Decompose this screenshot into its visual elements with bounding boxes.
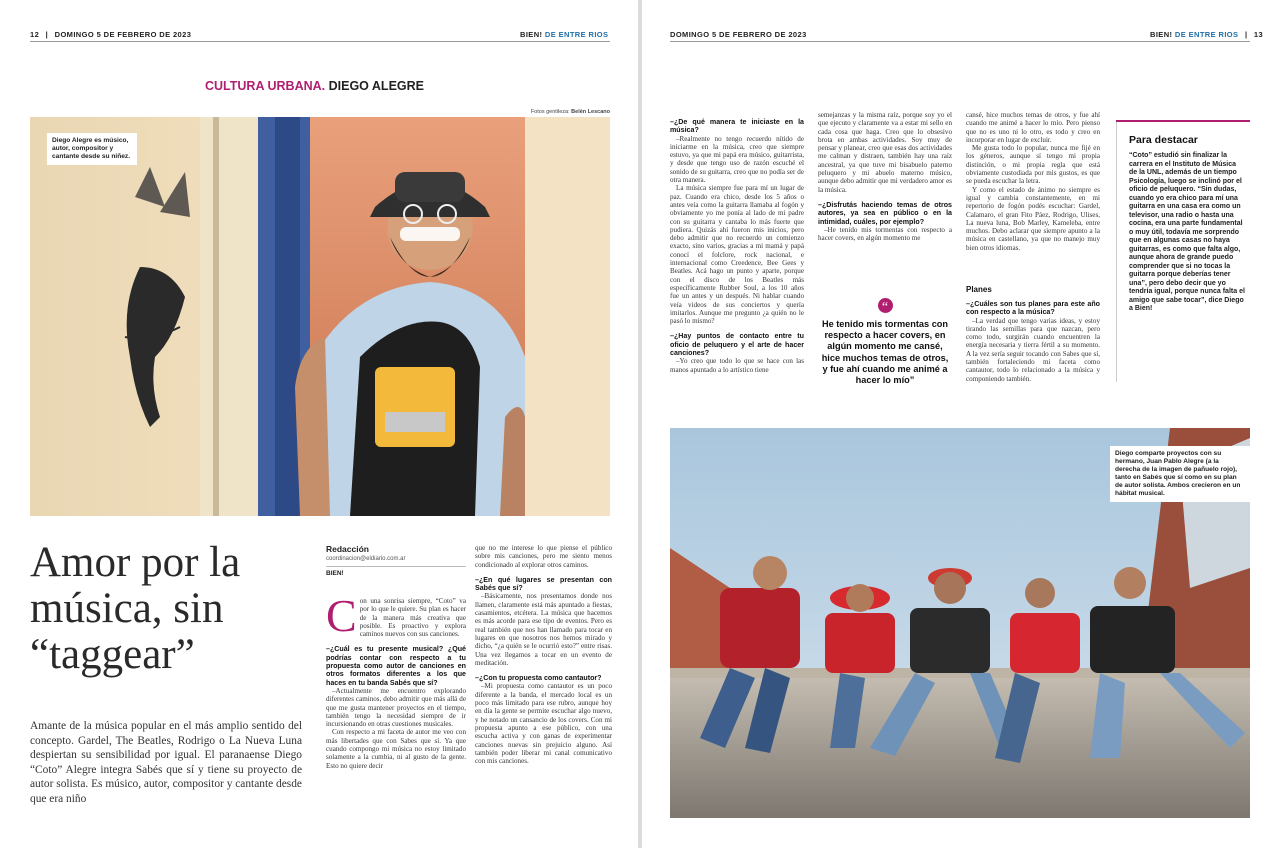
paragraph: –He tenido mis tormentas con respecto a hacer covers, en algún momento me (818, 225, 952, 243)
right-folio-date: DOMINGO 5 DE FEBRERO DE 2023 (670, 30, 807, 39)
drop-cap: C (326, 597, 357, 641)
highlight-box (1116, 120, 1250, 382)
right-page-number: 13 (1253, 30, 1264, 39)
right-folio: BIEN! DE ENTRE RIOS | 13 (1150, 30, 1264, 39)
band-caption: Diego comparte proyectos con su hermano, Juan Pablo Alegre (a la derecha de la imagen de pañuelo rojo), tanto en Sabés que sí como en su plan de autor solista. Ambos crecieron en un hábitat musical. (1110, 446, 1250, 502)
subhead-planes: Planes (966, 285, 992, 294)
paragraph: on una sonrisa siempre, “Coto” va por lo que le quiere. Su plan es hacer de la manera más creativa que posible. Es proactivo y explora caminos nuevos con sus canciones. (359, 597, 466, 639)
folio-rule (30, 41, 610, 42)
section-kicker (205, 79, 424, 93)
right-column-2 (818, 111, 952, 273)
paragraph: Con respecto a mi faceta de autor me veo con más libertades que con Sabes que sí. Ya que cuando compongo mi música no estoy limitado solamente a la cumbia, ni al gusto de la gente. Esto no quiere decir (326, 728, 466, 770)
paragraph: semejanzas y la misma raíz, porque soy yo el que ejecuto y claramente va a estar mi sello en cada cosa que haga. Creo que lo obsesivo brota en ambas actividades. Soy muy de pensar y planear, creo que esas dos actividades me calman y distraen, también hay una raíz ancestral, ya que tuve mi bisabuelo paterno peluquero y mi abuelo materno músico, aunque debo admitir que mi verdadero amor es la música. (818, 111, 952, 194)
highlight-text: “Coto” estudió sin finalizar la carrera en el Instituto de Música de la UNL, además de un tiempo Psicología, luego se inclinó por el oficio de peluquero. “Sin dudas, cuando yo era chico para mí una guitarra en una casa era como un televisor, una radio o hasta una cocina, era una parte fundamental o muy útil, todavía me sorprendo que en algunas casas no haya guitarras, es como que falta algo, aunque ahora de grande puedo comprender que si no tocas la guitarra porque deberías tener una”, pero debo decir que yo tendría igual, porque nunca falta el amigo que sabe tocar”, dice Diego a Bien! (1129, 152, 1245, 312)
kicker-section: CULTURA URBANA. (205, 79, 326, 93)
left-column-2 (475, 544, 612, 812)
page-date: DOMINGO 5 DE FEBRERO DE 2023 (54, 30, 192, 39)
byline-outlet: BIEN! (326, 570, 344, 577)
kicker-name: DIEGO ALEGRE (328, 79, 424, 93)
portrait-illustration (30, 117, 610, 516)
headline: Amor por la música, sin “taggear” (30, 539, 241, 678)
right-column-3 (966, 111, 1100, 271)
right-column-3-planes (966, 293, 1100, 411)
paragraph: –La verdad que tengo varias ideas, y estoy tirando las semillas para que nazcan, pero como todo, surgirán cuando encuentren la energía necesaria y tierra fértil a su momento. A la vez sería seguir tocando con Sabes que sí, también fortaleciendo mi faceta como cantautor, todo lo relacionado a la música y componiendo también. (966, 316, 1100, 383)
photo-credit: Fotos gentileza: Belén Lescano (530, 109, 610, 115)
right-brand-name: BIEN! (1150, 30, 1173, 39)
byline (326, 544, 466, 577)
byline-author: Redacción (326, 544, 369, 554)
highlight-side-rule (1116, 122, 1117, 382)
interview-question: –¿Hay puntos de contacto entre tu oficio de peluquero y el arte de hacer canciones? (670, 332, 804, 358)
paragraph: –Yo creo que todo lo que se hace con las manos apuntado a lo artístico tiene (670, 357, 804, 374)
interview-question: –¿En qué lugares se presentan con Sabés que sí? (475, 575, 612, 593)
paragraph: –Básicamente, nos presentamos donde nos llamen, claramente está más apuntado a fiestas, casamientos, etcétera. La música que hacemos es más acorde para ese tipo de eventos. Pero es real también que nos han llamado para tocar en lugares en que nosotros nos hemos mirado y dicho, “¿a quién se le ocurrió esto?” entre risas. Una vez llegamos a tocar en un evento de meditación. (475, 592, 612, 667)
paragraph: que no me interese lo que piense el público sobre mis canciones, pero me siento menos condicionado al explorar otros caminos. (475, 544, 612, 569)
left-column-1 (326, 597, 466, 812)
right-column-1 (670, 111, 804, 411)
paragraph: Y como el estado de ánimo no siempre es igual y cambia constantemente, en mi repertorio de fogón podés escuchar: Gardel, Calamaro, el gran Fito Páez, Rodrigo, Ulises, La nueva luna, Bob Marley, Kameleba, entre muchos. Debo aclarar que siempre apunto a la música en castellano, ya que no manejo muy bien otros idiomas. (966, 185, 1100, 252)
pull-quote-text: He tenido mis tormentas con respecto a hacer covers, en algún momento me cansé, hice muchos temas de otros, y fue ahí cuando me animé a hacer lo mío” (821, 319, 949, 386)
portrait-caption: Diego Alegre es músico, autor, compositor y cantante desde su niñez. (47, 133, 137, 165)
paragraph: La música siempre fue para mí un lugar de paz. Cuando era chico, desde los 5 años o antes veía como la guitarra llamaba al fogón y obviamente yo me ponía al lado de mi padre con su guitarra y cantaba lo más fuerte que pudiera. Quizás ahí fueron mis inicios, pero debo admitir que no recuerdo un comienzo exacto, sino varios, gracias a mi mamá y papá conocí el folclore, rock nacional, e internacional como Creedence, Bee Gees y Beatles. Acá hago un punto y aparte, porque con el disco de los Beatles más específicamente Rubber Soul, a los 10 años fue un antes y un después. Ni hablar cuando veía videos de sus conciertos y quería imitarlos. Aunque me pregunto ¿a quién no le pasó lo mismo? (670, 184, 804, 326)
portrait-photo (30, 117, 610, 516)
interview-question: –¿Disfrutás haciendo temas de otros autores, ya sea en público o en la intimidad, cuáles, por ejemplo? (818, 200, 952, 226)
interview-question: –¿Cuáles son tus planes para este año con respecto a la música? (966, 300, 1100, 317)
left-page (0, 0, 638, 848)
interview-question: –¿Cuál es tu presente musical? ¿Qué podrías contar con respecto a tu propuesta como autor de canciones en otros formatos diferentes a los que haces en tu banda Sabés que sí? (326, 645, 466, 687)
brand-name: BIEN! (520, 30, 543, 39)
brand-section: DE ENTRE RIOS (544, 30, 609, 39)
brand-mark (520, 30, 608, 39)
paragraph: cansé, hice muchos temas de otros, y fue ahí cuando me animé a hacer lo mío. Pero pienso que no es uno ni lo otro, es todo y creo en incorporar en lugar de excluir. (966, 111, 1100, 144)
byline-email: coordinacion@eldiario.com.ar (326, 556, 406, 562)
paragraph: –Mi propuesta como cantautor es un poco diferente a la banda, el mercado local es un poco más limitado para ese rubro, aunque hoy en día la gente se permite escuchar algo nuevo, y he notado un cansancio de los covers. Con mi propuesta apunto a ese público, con una escucha activa y con ganas de experimentar canciones nuevas sin prejuicio alguno. Así también poder liberar mi canal comunicativo con mis canciones. (475, 682, 612, 766)
paragraph: Me gusta todo lo popular, nunca me fijé en los géneros, aunque sí tengo mi propia distinción, o mi propia regla que está obviamente custodiada por mis gustos, es que se pueda escuchar la letra. (966, 144, 1100, 186)
paragraph: –Realmente no tengo recuerdo nítido de iniciarme en la música, creo que siempre estuvo, ya que mi papá era músico, guitarrista, y desde que tengo uso de razón escuché el sonido de su guitarra, creo que no podía ser de otra manera. (670, 134, 804, 185)
quote-mark-icon: “ (878, 298, 893, 313)
highlight-rule (1116, 120, 1250, 122)
left-folio: 12 | DOMINGO 5 DE FEBRERO DE 2023 (30, 30, 192, 39)
interview-question: –¿Con tu propuesta como cantautor? (475, 674, 602, 683)
page-number: 12 (30, 30, 40, 39)
highlight-title: Para destacar (1129, 134, 1198, 146)
deck: Amante de la música popular en el más amplio sentido del concepto. Gardel, The Beatles, Rodrigo o La Nueva Luna despiertan su sensibilidad por igual. El paranaense Diego “Coto” Alegre integra Sabés que sí y tiene su proyecto de autor solista. Es músico, autor, compositor y cantante desde que era niño (30, 720, 302, 805)
band-photo (670, 428, 1250, 818)
pull-quote (818, 298, 952, 386)
right-folio-rule (670, 41, 1250, 42)
right-brand-section: DE ENTRE RIOS (1174, 30, 1239, 39)
paragraph: –Actualmente me encuentro explorando diferentes caminos, debo admitir que más allá de que me gusta mantener proyectos en el tiempo, también tengo la necesidad siempre de ir incursionando en otras cuestiones musicales. (326, 686, 466, 729)
interview-question: –¿De qué manera te iniciaste en la música? (670, 118, 804, 135)
right-page (642, 0, 1280, 848)
byline-rule (326, 566, 466, 567)
